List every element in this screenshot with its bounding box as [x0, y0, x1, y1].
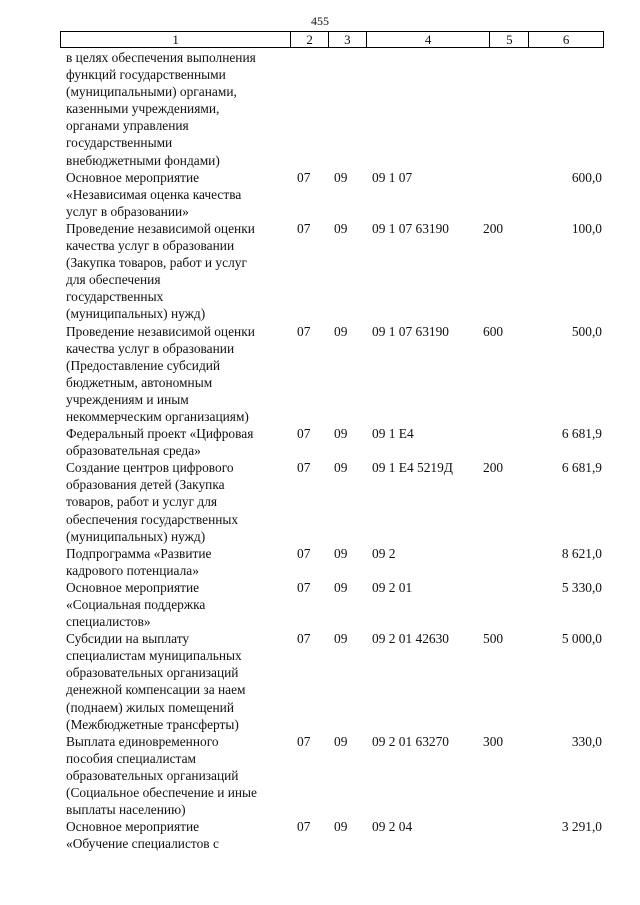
- header-cell-code: 4: [367, 32, 491, 47]
- row-expense-type: [483, 545, 523, 579]
- row-expense-type: [483, 49, 523, 169]
- row-code: 09 2 01 42630: [372, 631, 449, 647]
- row-section: [278, 49, 334, 169]
- table-row: [66, 579, 602, 630]
- row-subsection: 09: [334, 220, 348, 236]
- row-description: Субсидии на выплату специалистам муниципальных образовательных организаций денежной компенсации за наем (поднаем) жилых помещений (Межбюджетные трансферты): [66, 631, 246, 732]
- header-cell-section: 2: [291, 32, 329, 47]
- row-subsection: 09: [334, 819, 348, 835]
- table-header-row: [60, 31, 604, 48]
- header-cell-expense-type: 5: [490, 32, 529, 47]
- table-row: [66, 733, 602, 818]
- row-description: Подпрограмма «Развитие кадрового потенциала»: [66, 545, 212, 578]
- budget-table-body: [66, 49, 602, 852]
- row-description: Проведение независимой оценки качества услуг в образовании (Предоставление субсидий бюджетным, автономным учреждениям и иным некоммерческим организациям): [66, 323, 255, 424]
- row-expense-type: [483, 818, 523, 852]
- row-amount: 6 681,9: [561, 460, 602, 476]
- row-amount: 330,0: [571, 733, 602, 749]
- row-code: 09 1 Е4: [372, 426, 414, 442]
- row-code: 09 1 07: [372, 169, 413, 185]
- row-subsection: 09: [334, 426, 348, 442]
- row-section: 07: [297, 169, 311, 185]
- table-row: [66, 459, 602, 544]
- row-code: 09 2 01: [372, 579, 413, 595]
- table-row: [66, 818, 602, 852]
- row-section: 07: [297, 819, 311, 835]
- row-section: 07: [297, 426, 311, 442]
- row-subsection: 09: [334, 631, 348, 647]
- row-subsection: 09: [334, 323, 348, 339]
- row-subsection: 09: [334, 545, 348, 561]
- row-amount: 100,0: [571, 220, 602, 236]
- row-subsection: 09: [334, 460, 348, 476]
- row-expense-type: [483, 425, 523, 459]
- row-description: Выплата единовременного пособия специалистам образовательных организаций (Социальное обеспечение и иные выплаты населению): [66, 733, 257, 818]
- row-expense-type: 500: [483, 631, 504, 647]
- row-code: [372, 49, 483, 169]
- header-cell-description: 1: [61, 32, 291, 47]
- row-amount: 600,0: [571, 169, 602, 185]
- row-code: 09 1 07 63190: [372, 220, 449, 236]
- row-expense-type: [483, 579, 523, 630]
- row-expense-type: 600: [483, 323, 504, 339]
- row-section: 07: [297, 545, 311, 561]
- row-description: Создание центров цифрового образования детей (Закупка товаров, работ и услуг для обеспечения государственных (муниципальных) нужд): [66, 460, 239, 544]
- row-section: 07: [297, 460, 311, 476]
- row-section: 07: [297, 733, 311, 749]
- row-amount: 6 681,9: [561, 426, 602, 442]
- row-code: 09 1 Е4 5219Д: [372, 460, 453, 476]
- row-expense-type: 300: [483, 733, 504, 749]
- row-amount: [523, 49, 602, 169]
- row-code: 09 2 04: [372, 819, 413, 835]
- row-amount: 5 330,0: [561, 579, 602, 595]
- row-amount: 8 621,0: [561, 545, 602, 561]
- row-code: 09 2 01 63270: [372, 733, 449, 749]
- row-section: 07: [297, 631, 311, 647]
- table-row: [66, 169, 602, 220]
- table-row: [66, 323, 602, 426]
- header-cell-subsection: 3: [329, 32, 367, 47]
- row-subsection: 09: [334, 169, 348, 185]
- table-row: [66, 49, 602, 169]
- row-description: Основное мероприятие «Обучение специалистов с: [66, 819, 219, 852]
- row-subsection: 09: [334, 579, 348, 595]
- table-row: [66, 545, 602, 579]
- row-expense-type: [483, 169, 523, 220]
- row-section: 07: [297, 220, 311, 236]
- row-description: Основное мероприятие «Социальная поддержка специалистов»: [66, 579, 206, 630]
- header-cell-amount: 6: [562, 32, 570, 47]
- row-code: 09 1 07 63190: [372, 323, 449, 339]
- row-subsection: 09: [334, 733, 348, 749]
- table-row: [66, 630, 602, 733]
- row-section: 07: [297, 323, 311, 339]
- row-expense-type: 200: [483, 220, 504, 236]
- row-amount: 500,0: [571, 323, 602, 339]
- row-code: 09 2: [372, 545, 396, 561]
- row-subsection: [334, 49, 372, 169]
- row-section: 07: [297, 579, 311, 595]
- row-description: Основное мероприятие «Независимая оценка качества услуг в образовании»: [66, 169, 242, 219]
- table-row: [66, 220, 602, 323]
- row-amount: 5 000,0: [561, 631, 602, 647]
- row-expense-type: 200: [483, 460, 504, 476]
- row-description: Проведение независимой оценки качества услуг в образовании (Закупка товаров, работ и услуг для обеспечения государственных (муниципальных) нужд): [66, 220, 255, 322]
- row-description: в целях обеспечения выполнения функций государственными (муниципальными) органами, казенными учреждениями, органами управления государственными внебюджетными фондами): [66, 50, 256, 168]
- page-number: 455: [311, 14, 329, 28]
- table-row: [66, 425, 602, 459]
- row-description: Федеральный проект «Цифровая образовательная среда»: [66, 426, 254, 459]
- row-amount: 3 291,0: [561, 819, 602, 835]
